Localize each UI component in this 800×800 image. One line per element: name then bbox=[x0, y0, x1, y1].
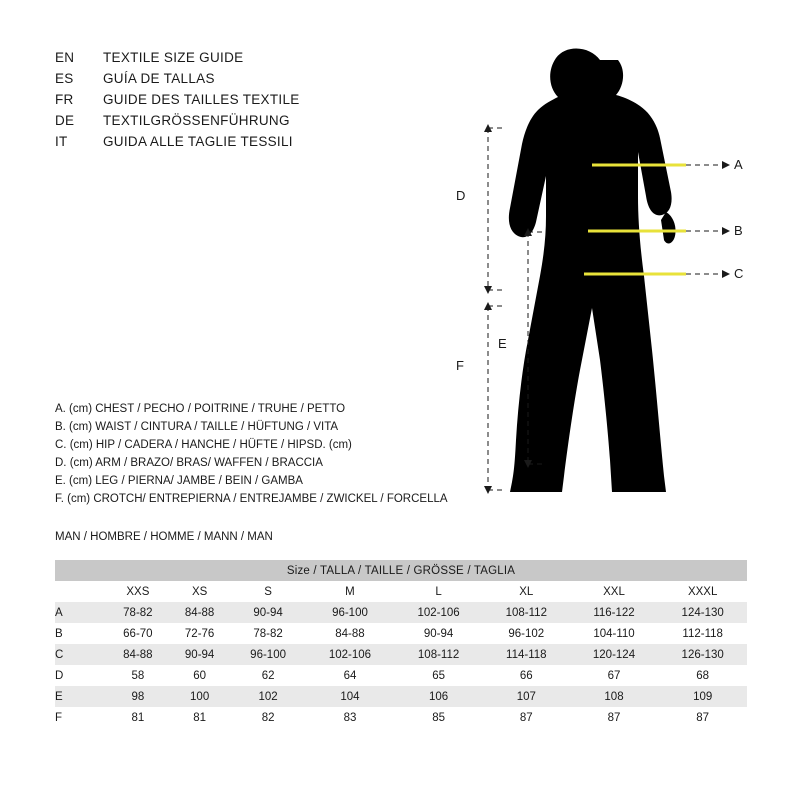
title-lang-it: IT bbox=[55, 134, 68, 149]
cell-f-xl: 87 bbox=[519, 711, 533, 724]
bracket-f bbox=[488, 306, 502, 490]
row-label-e: E bbox=[55, 690, 63, 703]
col-header-xxxl: XXXL bbox=[687, 585, 718, 598]
cell-e-l: 106 bbox=[428, 690, 449, 703]
cell-a-m: 96-100 bbox=[332, 606, 368, 619]
cell-b-xxs: 66-70 bbox=[123, 627, 153, 640]
col-header-l: L bbox=[435, 585, 442, 598]
title-text-it: GUIDA ALLE TAGLIE TESSILI bbox=[103, 134, 293, 149]
cell-d-m: 64 bbox=[343, 669, 357, 682]
row-label-c: C bbox=[55, 648, 64, 661]
cell-b-s: 78-82 bbox=[253, 627, 283, 640]
table-row bbox=[55, 644, 747, 665]
cell-b-xs: 72-76 bbox=[184, 627, 215, 640]
col-header-m: M bbox=[345, 585, 355, 598]
title-text-de: TEXTILGRÖSSENFÜHRUNG bbox=[103, 113, 290, 128]
row-label-d: D bbox=[55, 669, 64, 682]
bracket-d bbox=[488, 128, 502, 290]
cell-c-xs: 90-94 bbox=[184, 648, 215, 661]
title-row bbox=[55, 113, 385, 134]
callout-label-f: F bbox=[456, 358, 464, 373]
title-lang-de: DE bbox=[55, 113, 75, 128]
legend-item-e: E. (cm) LEG / PIERNA/ JAMBE / BEIN / GAMBA bbox=[55, 475, 303, 487]
table-row bbox=[55, 707, 747, 728]
title-row bbox=[55, 134, 385, 155]
cell-d-xxs: 58 bbox=[131, 669, 145, 682]
cell-d-xxxl: 68 bbox=[696, 669, 710, 682]
cell-c-xxs: 84-88 bbox=[123, 648, 153, 661]
table-row bbox=[55, 602, 747, 623]
cell-f-m: 83 bbox=[343, 711, 357, 724]
cell-a-xxl: 116-122 bbox=[593, 606, 635, 619]
cell-a-xl: 108-112 bbox=[505, 606, 547, 619]
legend-item-c: C. (cm) HIP / CADERA / HANCHE / HÜFTE / HIPSD. (cm) bbox=[55, 439, 352, 451]
callout-label-c: C bbox=[734, 266, 744, 281]
title-text-en: TEXTILE SIZE GUIDE bbox=[103, 50, 244, 65]
table-title-cell: Size / TALLA / TAILLE / GRÖSSE / TAGLIA bbox=[286, 564, 516, 577]
arrow-b bbox=[722, 227, 730, 235]
arrow-a bbox=[722, 161, 730, 169]
legend-gender-note: MAN / HOMBRE / HOMME / MANN / MAN bbox=[55, 531, 273, 543]
arrow-c bbox=[722, 270, 730, 278]
col-header-xxs: XXS bbox=[126, 585, 150, 598]
cell-c-m: 102-106 bbox=[328, 648, 372, 661]
table-row bbox=[55, 665, 747, 686]
cell-f-l: 85 bbox=[432, 711, 445, 724]
cell-c-s: 96-100 bbox=[250, 648, 286, 661]
cell-f-s: 82 bbox=[261, 711, 275, 724]
table-title-row bbox=[55, 560, 747, 581]
cell-d-s: 62 bbox=[261, 669, 275, 682]
cell-f-xxl: 87 bbox=[607, 711, 621, 724]
cell-f-xs: 81 bbox=[193, 711, 207, 724]
title-text-es: GUÍA DE TALLAS bbox=[103, 71, 215, 86]
title-row bbox=[55, 92, 385, 113]
title-row bbox=[55, 71, 385, 92]
col-header-blank bbox=[55, 581, 107, 602]
cell-b-xxl: 104-110 bbox=[593, 627, 635, 640]
col-header-xs: XS bbox=[191, 585, 208, 598]
cell-e-xxs: 98 bbox=[131, 690, 145, 703]
callout-label-a: A bbox=[734, 157, 743, 172]
cell-d-xxl: 67 bbox=[607, 669, 621, 682]
title-text-fr: GUIDE DES TAILLES TEXTILE bbox=[103, 92, 300, 107]
cell-c-xxl: 120-124 bbox=[592, 648, 636, 661]
cell-b-l: 90-94 bbox=[423, 627, 454, 640]
body-measurement-diagram bbox=[440, 40, 770, 510]
legend-item-d: D. (cm) ARM / BRAZO/ BRAS/ WAFFEN / BRACCIA bbox=[55, 457, 323, 469]
callout-label-e: E bbox=[498, 336, 507, 351]
male-silhouette-icon bbox=[509, 48, 676, 492]
cell-e-m: 104 bbox=[340, 690, 360, 703]
title-lang-en: EN bbox=[55, 50, 75, 65]
callout-label-d: D bbox=[456, 188, 466, 203]
cell-f-xxxl: 87 bbox=[696, 711, 710, 724]
row-label-b: B bbox=[55, 627, 63, 640]
cell-e-xs: 100 bbox=[190, 690, 210, 703]
cell-a-xxs: 78-82 bbox=[123, 606, 153, 619]
cell-a-l: 102-106 bbox=[417, 606, 460, 619]
cell-c-xxxl: 126-130 bbox=[681, 648, 724, 661]
col-header-s: S bbox=[264, 585, 272, 598]
legend-item-a: A. (cm) CHEST / PECHO / POITRINE / TRUHE / PETTO bbox=[55, 403, 346, 415]
col-header-xxl: XXL bbox=[603, 585, 625, 598]
table-header-row bbox=[55, 581, 747, 602]
legend-item-b: B. (cm) WAIST / CINTURA / TAILLE / HÜFTUNG / VITA bbox=[55, 421, 339, 433]
cell-f-xxs: 81 bbox=[131, 711, 145, 724]
cell-e-xl: 107 bbox=[516, 690, 536, 703]
size-table bbox=[55, 560, 747, 728]
cell-a-xxxl: 124-130 bbox=[681, 606, 724, 619]
cell-e-xxl: 108 bbox=[604, 690, 624, 703]
title-row bbox=[55, 50, 385, 71]
title-lang-fr: FR bbox=[55, 92, 74, 107]
table-row bbox=[55, 686, 747, 707]
cell-c-xl: 114-118 bbox=[506, 648, 547, 661]
title-lang-es: ES bbox=[55, 71, 74, 86]
cell-d-l: 65 bbox=[432, 669, 445, 682]
row-label-a: A bbox=[55, 606, 63, 619]
cell-d-xs: 60 bbox=[193, 669, 207, 682]
callout-label-b: B bbox=[734, 223, 743, 238]
cell-c-l: 108-112 bbox=[417, 648, 460, 661]
legend-item-f: F. (cm) CROTCH/ ENTREPIERNA / ENTREJAMBE / ZWICKEL / FORCELLA bbox=[55, 493, 448, 505]
cell-d-xl: 66 bbox=[519, 669, 533, 682]
cell-e-s: 102 bbox=[258, 690, 278, 703]
cell-a-xs: 84-88 bbox=[184, 606, 215, 619]
measurement-legend bbox=[55, 400, 485, 508]
table-row bbox=[55, 623, 747, 644]
col-header-xl: XL bbox=[519, 585, 534, 598]
cell-e-xxxl: 109 bbox=[693, 690, 713, 703]
cell-b-xxxl: 112-118 bbox=[682, 627, 723, 640]
size-table-wrapper bbox=[55, 560, 747, 728]
row-label-f: F bbox=[55, 711, 63, 724]
cell-b-xl: 96-102 bbox=[508, 627, 545, 640]
cell-a-s: 90-94 bbox=[253, 606, 283, 619]
cell-b-m: 84-88 bbox=[335, 627, 365, 640]
title-block bbox=[55, 50, 385, 155]
